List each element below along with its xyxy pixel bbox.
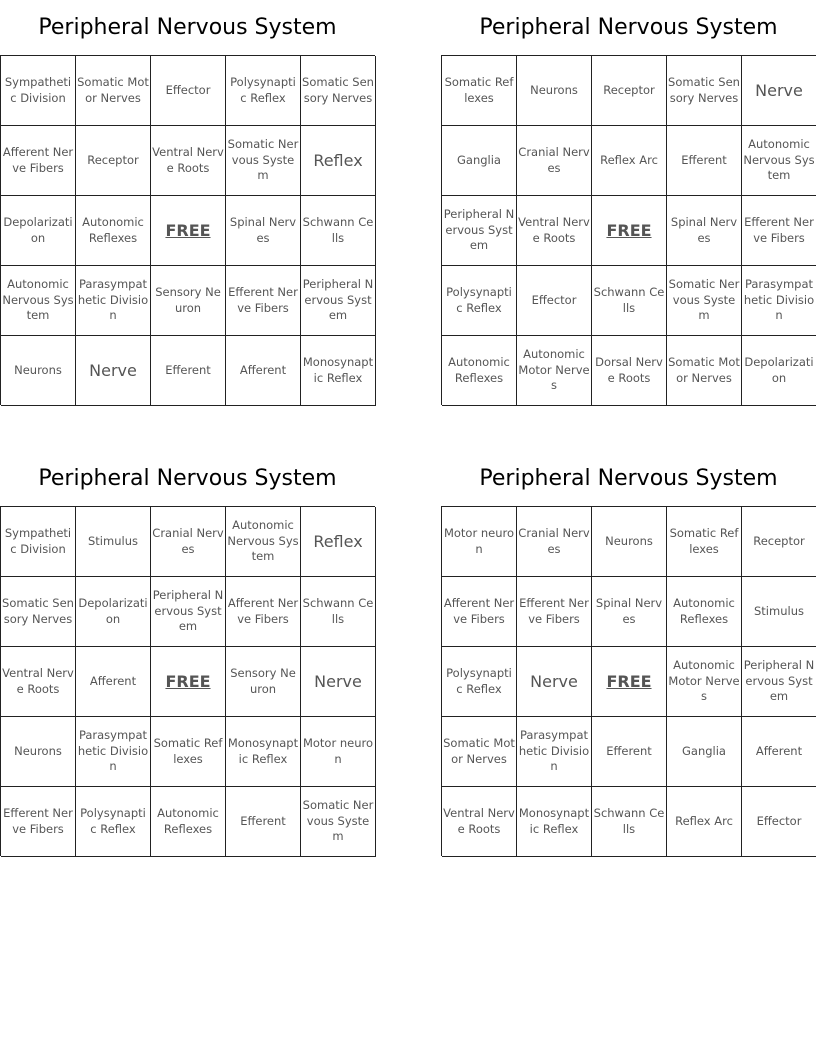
bingo-cell: Efferent (667, 126, 742, 196)
bingo-cell: Nerve (76, 336, 151, 406)
bingo-card-2 (441, 10, 816, 405)
bingo-cell: Autonomic Motor Nerves (517, 336, 592, 406)
bingo-cell: Neurons (517, 56, 592, 126)
bingo-cell: Somatic Sensory Nerves (667, 56, 742, 126)
bingo-cell: Somatic Motor Nerves (442, 717, 517, 787)
bingo-cell: Monosynaptic Reflex (517, 787, 592, 857)
bingo-grid (441, 55, 816, 405)
bingo-cell: Parasympathetic Division (517, 717, 592, 787)
free-space: FREE (592, 196, 667, 266)
bingo-cell: Polysynaptic Reflex (442, 266, 517, 336)
bingo-cell: Neurons (1, 717, 76, 787)
bingo-cell: Afferent (76, 647, 151, 717)
bingo-cell: Somatic Nervous System (301, 787, 376, 857)
bingo-cell: Afferent Nerve Fibers (226, 577, 301, 647)
bingo-cell: Somatic Nervous System (226, 126, 301, 196)
bingo-grid (0, 506, 375, 856)
bingo-cell: Motor neuron (301, 717, 376, 787)
bingo-cell: Ganglia (667, 717, 742, 787)
bingo-cell: Ventral Nerve Roots (1, 647, 76, 717)
bingo-cell: Efferent Nerve Fibers (1, 787, 76, 857)
bingo-cell: Somatic Reflexes (667, 507, 742, 577)
bingo-cell: Efferent (226, 787, 301, 857)
bingo-cell: Effector (151, 56, 226, 126)
free-space: FREE (151, 196, 226, 266)
bingo-cell: Afferent (226, 336, 301, 406)
bingo-cell: Ventral Nerve Roots (517, 196, 592, 266)
bingo-cell: Ventral Nerve Roots (442, 787, 517, 857)
bingo-cell: Receptor (76, 126, 151, 196)
bingo-cell: Autonomic Reflexes (667, 577, 742, 647)
bingo-cell: Receptor (742, 507, 816, 577)
bingo-cell: Efferent Nerve Fibers (517, 577, 592, 647)
free-space: FREE (592, 647, 667, 717)
card-title: Peripheral Nervous System (479, 466, 778, 491)
bingo-cell: Schwann Cells (592, 266, 667, 336)
bingo-cell: Sensory Neuron (226, 647, 301, 717)
bingo-cell: Afferent (742, 717, 816, 787)
bingo-cell: Receptor (592, 56, 667, 126)
bingo-cell: Somatic Nervous System (667, 266, 742, 336)
bingo-cell: Stimulus (742, 577, 816, 647)
bingo-cell: Ganglia (442, 126, 517, 196)
bingo-cell: Peripheral Nervous System (742, 647, 816, 717)
bingo-cell: Reflex Arc (592, 126, 667, 196)
card-title: Peripheral Nervous System (479, 15, 778, 40)
bingo-cell: Polysynaptic Reflex (226, 56, 301, 126)
bingo-cell: Parasympathetic Division (742, 266, 816, 336)
bingo-cell: Autonomic Motor Nerves (667, 647, 742, 717)
bingo-cell: Polysynaptic Reflex (76, 787, 151, 857)
bingo-card-4 (441, 461, 816, 856)
bingo-cell: Peripheral Nervous System (301, 266, 376, 336)
card-title: Peripheral Nervous System (38, 15, 337, 40)
bingo-cell: Parasympathetic Division (76, 266, 151, 336)
bingo-cell: Somatic Motor Nerves (76, 56, 151, 126)
bingo-card-1 (0, 10, 375, 405)
bingo-cell: Stimulus (76, 507, 151, 577)
bingo-cell: Somatic Motor Nerves (667, 336, 742, 406)
bingo-cell: Ventral Nerve Roots (151, 126, 226, 196)
free-space: FREE (151, 647, 226, 717)
bingo-cell: Motor neuron (442, 507, 517, 577)
bingo-cell: Cranial Nerves (517, 507, 592, 577)
bingo-cell: Schwann Cells (592, 787, 667, 857)
card-title: Peripheral Nervous System (38, 466, 337, 491)
bingo-cell: Nerve (301, 647, 376, 717)
bingo-cell: Afferent Nerve Fibers (442, 577, 517, 647)
bingo-cell: Nerve (742, 56, 816, 126)
bingo-cell: Somatic Reflexes (442, 56, 517, 126)
bingo-cell: Effector (517, 266, 592, 336)
bingo-cell: Spinal Nerves (667, 196, 742, 266)
bingo-cell: Autonomic Reflexes (442, 336, 517, 406)
bingo-cell: Cranial Nerves (517, 126, 592, 196)
bingo-cell: Monosynaptic Reflex (301, 336, 376, 406)
bingo-cell: Efferent Nerve Fibers (742, 196, 816, 266)
bingo-cell: Polysynaptic Reflex (442, 647, 517, 717)
bingo-cell: Afferent Nerve Fibers (1, 126, 76, 196)
bingo-cell: Sympathetic Division (1, 507, 76, 577)
bingo-cell: Spinal Nerves (592, 577, 667, 647)
bingo-cell: Autonomic Nervous System (226, 507, 301, 577)
bingo-card-3 (0, 461, 375, 856)
bingo-cell: Dorsal Nerve Roots (592, 336, 667, 406)
bingo-cell: Monosynaptic Reflex (226, 717, 301, 787)
bingo-cell: Neurons (592, 507, 667, 577)
bingo-cell: Reflex (301, 126, 376, 196)
bingo-cell: Peripheral Nervous System (442, 196, 517, 266)
bingo-cell: Autonomic Reflexes (151, 787, 226, 857)
bingo-cell: Efferent Nerve Fibers (226, 266, 301, 336)
bingo-cell: Somatic Reflexes (151, 717, 226, 787)
bingo-cell: Parasympathetic Division (76, 717, 151, 787)
bingo-cell: Neurons (1, 336, 76, 406)
bingo-cell: Depolarization (742, 336, 816, 406)
bingo-cell: Efferent (592, 717, 667, 787)
bingo-cell: Reflex (301, 507, 376, 577)
bingo-cell: Autonomic Nervous System (742, 126, 816, 196)
bingo-cell: Schwann Cells (301, 577, 376, 647)
bingo-cell: Somatic Sensory Nerves (301, 56, 376, 126)
bingo-cell: Spinal Nerves (226, 196, 301, 266)
bingo-cell: Effector (742, 787, 816, 857)
bingo-cell: Sympathetic Division (1, 56, 76, 126)
bingo-cell: Depolarization (1, 196, 76, 266)
bingo-cell: Autonomic Nervous System (1, 266, 76, 336)
bingo-cell: Autonomic Reflexes (76, 196, 151, 266)
bingo-cell: Sensory Neuron (151, 266, 226, 336)
bingo-cell: Nerve (517, 647, 592, 717)
bingo-cell: Somatic Sensory Nerves (1, 577, 76, 647)
bingo-cell: Depolarization (76, 577, 151, 647)
bingo-grid (441, 506, 816, 856)
bingo-cell: Schwann Cells (301, 196, 376, 266)
bingo-cell: Reflex Arc (667, 787, 742, 857)
bingo-cell: Efferent (151, 336, 226, 406)
bingo-cell: Cranial Nerves (151, 507, 226, 577)
bingo-cell: Peripheral Nervous System (151, 577, 226, 647)
bingo-grid (0, 55, 375, 405)
